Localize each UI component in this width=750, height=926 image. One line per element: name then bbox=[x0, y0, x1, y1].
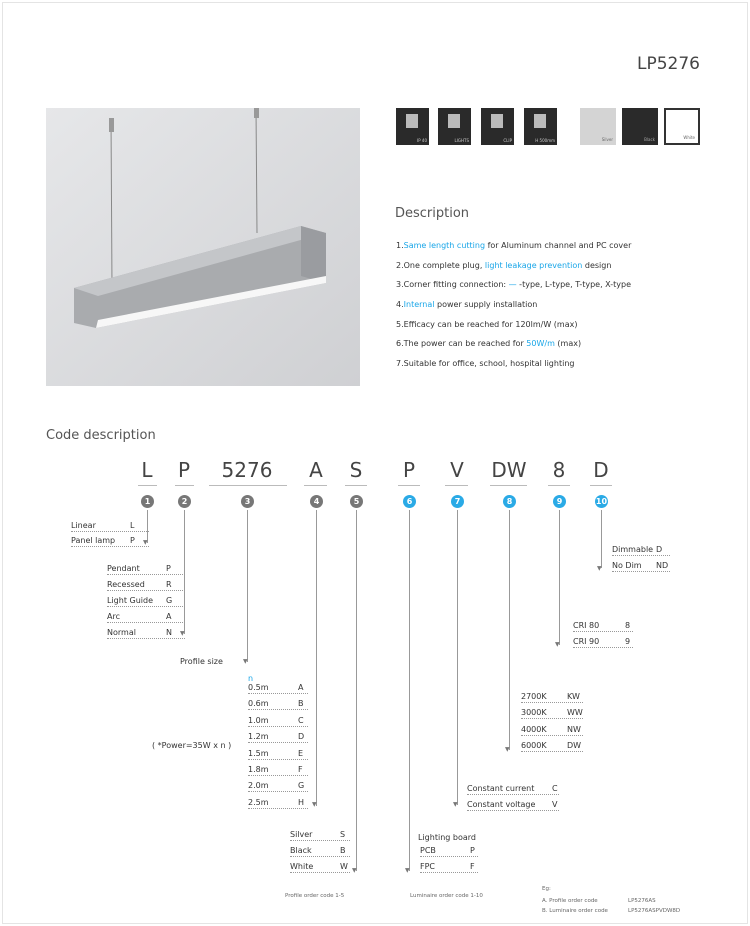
option-board-code: P bbox=[470, 846, 475, 855]
option-length-code: H bbox=[298, 797, 305, 807]
option-cct-code: DW bbox=[567, 740, 582, 750]
arrow-down-icon: ▼ bbox=[555, 641, 560, 648]
code-number-badge: 4 bbox=[310, 495, 323, 508]
option-color bbox=[290, 846, 350, 857]
option-length-label: 2.0m bbox=[248, 781, 269, 791]
description-highlight: Internal bbox=[403, 300, 435, 310]
profile-n-label: n bbox=[248, 674, 254, 683]
product-photo bbox=[46, 108, 360, 386]
option-length-label: 1.5m bbox=[248, 748, 269, 758]
code-number-badge: 1 bbox=[141, 495, 154, 508]
code-letter: S bbox=[349, 458, 363, 482]
description-text: 1. bbox=[396, 241, 404, 250]
option-length-label: 1.8m bbox=[248, 765, 269, 774]
code-underline bbox=[209, 485, 287, 486]
code-underline bbox=[445, 485, 468, 486]
arrow-down-icon: ▼ bbox=[312, 801, 317, 808]
code-letter: D bbox=[593, 458, 609, 482]
option-length bbox=[248, 765, 308, 776]
arrow-down-icon: ▼ bbox=[143, 539, 148, 546]
option-linear-code: P bbox=[130, 536, 135, 545]
option-length-label: 2.5m bbox=[248, 797, 269, 807]
description-text: 2.One complete plug, bbox=[396, 260, 485, 270]
footer-a-label: A. Profile order code bbox=[542, 898, 598, 904]
option-mount bbox=[107, 612, 185, 623]
option-cri-code: 8 bbox=[625, 621, 631, 630]
option-dimming-label: Dimmable bbox=[612, 545, 654, 554]
power-formula: ( *Power=35W x n ) bbox=[152, 741, 232, 750]
option-cct-code: NW bbox=[567, 724, 581, 734]
option-length-code: C bbox=[298, 715, 304, 725]
code-underline bbox=[398, 485, 420, 486]
description-item bbox=[396, 299, 631, 319]
code-underline bbox=[175, 485, 194, 486]
option-dimming-code: ND bbox=[656, 561, 669, 570]
option-cri bbox=[573, 621, 633, 632]
option-length bbox=[248, 683, 308, 694]
option-length bbox=[248, 781, 308, 792]
option-cri-code: 9 bbox=[625, 637, 631, 646]
option-cct bbox=[521, 741, 583, 752]
code-underline bbox=[345, 485, 367, 486]
option-length bbox=[248, 699, 308, 710]
code-number-badge: 7 bbox=[451, 495, 464, 508]
option-cct-code: WW bbox=[567, 708, 583, 718]
option-mount-code: N bbox=[166, 628, 172, 637]
code-number-badge: 6 bbox=[403, 495, 416, 508]
code-letter: A bbox=[309, 458, 323, 482]
description-title: Description bbox=[395, 206, 470, 221]
footer-b-value: LP5276ASPVDW8D bbox=[628, 908, 681, 914]
option-driver bbox=[467, 800, 559, 811]
option-color-code: S bbox=[340, 830, 346, 839]
footer-b-label: B. Luminaire order code bbox=[542, 908, 608, 914]
code-letter: DW bbox=[491, 458, 527, 482]
option-cct-label: 4000K bbox=[521, 724, 547, 734]
option-cct-code: KW bbox=[567, 692, 580, 701]
description-text: -type, L-type, T-type, X-type bbox=[516, 280, 632, 290]
code-underline bbox=[138, 485, 157, 486]
description-text: 7.Suitable for office, school, hospital lighting bbox=[396, 359, 575, 369]
code-number-badge: 2 bbox=[178, 495, 191, 508]
option-length-code: A bbox=[298, 683, 304, 692]
code-underline bbox=[304, 485, 327, 486]
option-color-label: White bbox=[290, 862, 314, 871]
option-mount bbox=[107, 596, 185, 607]
option-linear-code: L bbox=[130, 521, 135, 530]
description-text: 6.The power can be reached for bbox=[396, 339, 527, 349]
option-driver-code: C bbox=[552, 784, 558, 793]
fixture-icon bbox=[534, 114, 546, 128]
option-cct bbox=[521, 708, 583, 719]
swatch-h500: H 500mm bbox=[524, 108, 557, 145]
description-highlight: Same length cutting bbox=[403, 241, 486, 250]
option-linear-label: Linear bbox=[71, 521, 96, 530]
option-driver-label: Constant current bbox=[467, 784, 535, 793]
option-length-label: 1.2m bbox=[248, 732, 269, 742]
option-mount-label: Arc bbox=[107, 612, 120, 621]
option-length-label: 1.0m bbox=[248, 715, 269, 725]
option-cct-label: 3000K bbox=[521, 708, 547, 718]
option-cct-label: 6000K bbox=[521, 740, 547, 750]
profile-size-label: Profile size bbox=[180, 657, 223, 666]
arrow-down-icon: ▼ bbox=[243, 658, 248, 665]
description-item bbox=[396, 319, 631, 339]
arrow-down-icon: ▼ bbox=[405, 867, 410, 874]
option-length-code: G bbox=[298, 781, 305, 791]
code-letter: P bbox=[402, 458, 416, 482]
code-number-badge: 9 bbox=[553, 495, 566, 508]
connector-line bbox=[509, 510, 510, 750]
option-length-code: F bbox=[298, 765, 303, 774]
option-cri bbox=[573, 637, 633, 648]
option-mount bbox=[107, 580, 185, 591]
option-length bbox=[248, 716, 308, 727]
option-mount-code: A bbox=[166, 612, 172, 621]
option-dimming-code: D bbox=[656, 545, 663, 554]
code-letter: 5276 bbox=[221, 458, 273, 482]
option-mount-label: Recessed bbox=[107, 580, 145, 589]
clip-icon bbox=[491, 114, 503, 128]
footer-eg: Eg: bbox=[542, 886, 551, 892]
color-white: White bbox=[664, 108, 700, 145]
footer-a-value: LP5276AS bbox=[628, 898, 656, 904]
connector-line bbox=[316, 510, 317, 806]
code-title: Code description bbox=[46, 428, 156, 443]
option-mount-code: R bbox=[166, 580, 172, 589]
description-text: 5.Efficacy can be reached for 120lm/W (max) bbox=[396, 319, 578, 329]
option-cri-label: CRI 80 bbox=[573, 621, 600, 630]
description-text: (max) bbox=[554, 339, 582, 349]
option-driver bbox=[467, 784, 559, 795]
arrow-down-icon: ▼ bbox=[453, 801, 458, 808]
connector-line bbox=[409, 510, 410, 871]
color-silver: Silver bbox=[580, 108, 616, 145]
option-cct bbox=[521, 725, 583, 736]
lighting-board-label: Lighting board bbox=[418, 833, 476, 842]
option-board bbox=[420, 862, 478, 873]
option-dimming bbox=[612, 545, 670, 556]
code-underline bbox=[548, 485, 570, 486]
option-driver-label: Constant voltage bbox=[467, 800, 536, 809]
option-dimming bbox=[612, 561, 670, 572]
option-mount-code: P bbox=[166, 564, 171, 573]
option-length-code: B bbox=[298, 699, 304, 709]
option-length bbox=[248, 798, 308, 809]
option-color bbox=[290, 862, 350, 873]
option-length-label: 0.6m bbox=[248, 699, 269, 709]
code-number-badge: 5 bbox=[350, 495, 363, 508]
option-mount bbox=[107, 628, 185, 639]
description-item bbox=[396, 358, 631, 378]
option-length-code: D bbox=[298, 732, 305, 742]
code-letter: V bbox=[450, 458, 464, 482]
option-color-code: W bbox=[340, 862, 348, 871]
option-linear-label: Panel lamp bbox=[71, 536, 116, 545]
option-board-code: F bbox=[470, 862, 475, 871]
description-text: for Aluminum channel and PC cover bbox=[485, 241, 632, 250]
option-length bbox=[248, 749, 308, 760]
lamp-icon bbox=[406, 114, 418, 128]
footer-profile-code: Profile order code 1-5 bbox=[285, 893, 345, 899]
code-number-badge: 10 bbox=[595, 497, 608, 506]
arrow-down-icon: ▼ bbox=[180, 630, 185, 637]
option-linear bbox=[71, 521, 149, 532]
option-mount-label: Light Guide bbox=[107, 596, 153, 605]
code-underline bbox=[590, 485, 612, 486]
option-color-label: Black bbox=[290, 846, 312, 855]
model-number: LP5276 bbox=[637, 54, 700, 74]
code-number-badge: 8 bbox=[503, 495, 516, 508]
option-cct bbox=[521, 692, 583, 703]
arrow-down-icon: ▼ bbox=[505, 746, 510, 753]
option-board bbox=[420, 846, 478, 857]
option-color-code: B bbox=[340, 846, 346, 855]
arrow-down-icon: ▼ bbox=[352, 867, 357, 874]
swatch-ip40: IP 40 bbox=[396, 108, 429, 145]
color-black: Black bbox=[622, 108, 658, 145]
description-item bbox=[396, 279, 631, 299]
option-length-label: 0.5m bbox=[248, 683, 269, 692]
option-driver-code: V bbox=[552, 800, 558, 809]
option-color bbox=[290, 830, 350, 841]
arrow-down-icon: ▼ bbox=[597, 565, 602, 572]
description-item bbox=[396, 260, 631, 280]
option-linear bbox=[71, 536, 149, 547]
option-cri-label: CRI 90 bbox=[573, 637, 600, 646]
lamp-icon bbox=[448, 114, 460, 128]
option-dimming-label: No Dim bbox=[612, 561, 642, 570]
option-length-code: E bbox=[298, 748, 304, 758]
connector-line bbox=[559, 510, 560, 645]
code-number-badge: 3 bbox=[241, 495, 254, 508]
connector-line bbox=[356, 510, 357, 871]
option-mount-code: G bbox=[166, 596, 173, 605]
option-mount-label: Normal bbox=[107, 628, 136, 637]
description-text: 3.Corner fitting connection: bbox=[396, 280, 509, 290]
code-letter: P bbox=[177, 458, 191, 482]
description-text: 4. bbox=[396, 300, 404, 310]
option-board-label: FPC bbox=[420, 862, 436, 871]
description-highlight: — bbox=[508, 280, 517, 290]
option-cct-label: 2700K bbox=[521, 692, 547, 701]
swatch-lights: LIGHTS bbox=[438, 108, 471, 145]
swatch-clip: CLIP bbox=[481, 108, 514, 145]
option-length bbox=[248, 732, 308, 743]
option-color-label: Silver bbox=[290, 830, 313, 839]
connector-line bbox=[247, 510, 248, 662]
description-list bbox=[396, 240, 631, 378]
description-text: power supply installation bbox=[434, 300, 538, 310]
code-letter: 8 bbox=[552, 458, 566, 482]
description-highlight: 50W/m bbox=[526, 339, 555, 349]
connector-line bbox=[457, 510, 458, 805]
code-letter: L bbox=[141, 458, 153, 482]
footer-luminaire-code: Luminaire order code 1-10 bbox=[410, 893, 483, 899]
description-text: design bbox=[582, 260, 612, 270]
option-board-label: PCB bbox=[420, 846, 436, 855]
connector-line bbox=[601, 510, 602, 568]
option-mount bbox=[107, 564, 185, 575]
option-mount-label: Pendant bbox=[107, 564, 140, 573]
description-item bbox=[396, 240, 631, 260]
description-item bbox=[396, 338, 631, 358]
code-underline bbox=[490, 485, 527, 486]
description-highlight: light leakage prevention bbox=[484, 260, 583, 270]
